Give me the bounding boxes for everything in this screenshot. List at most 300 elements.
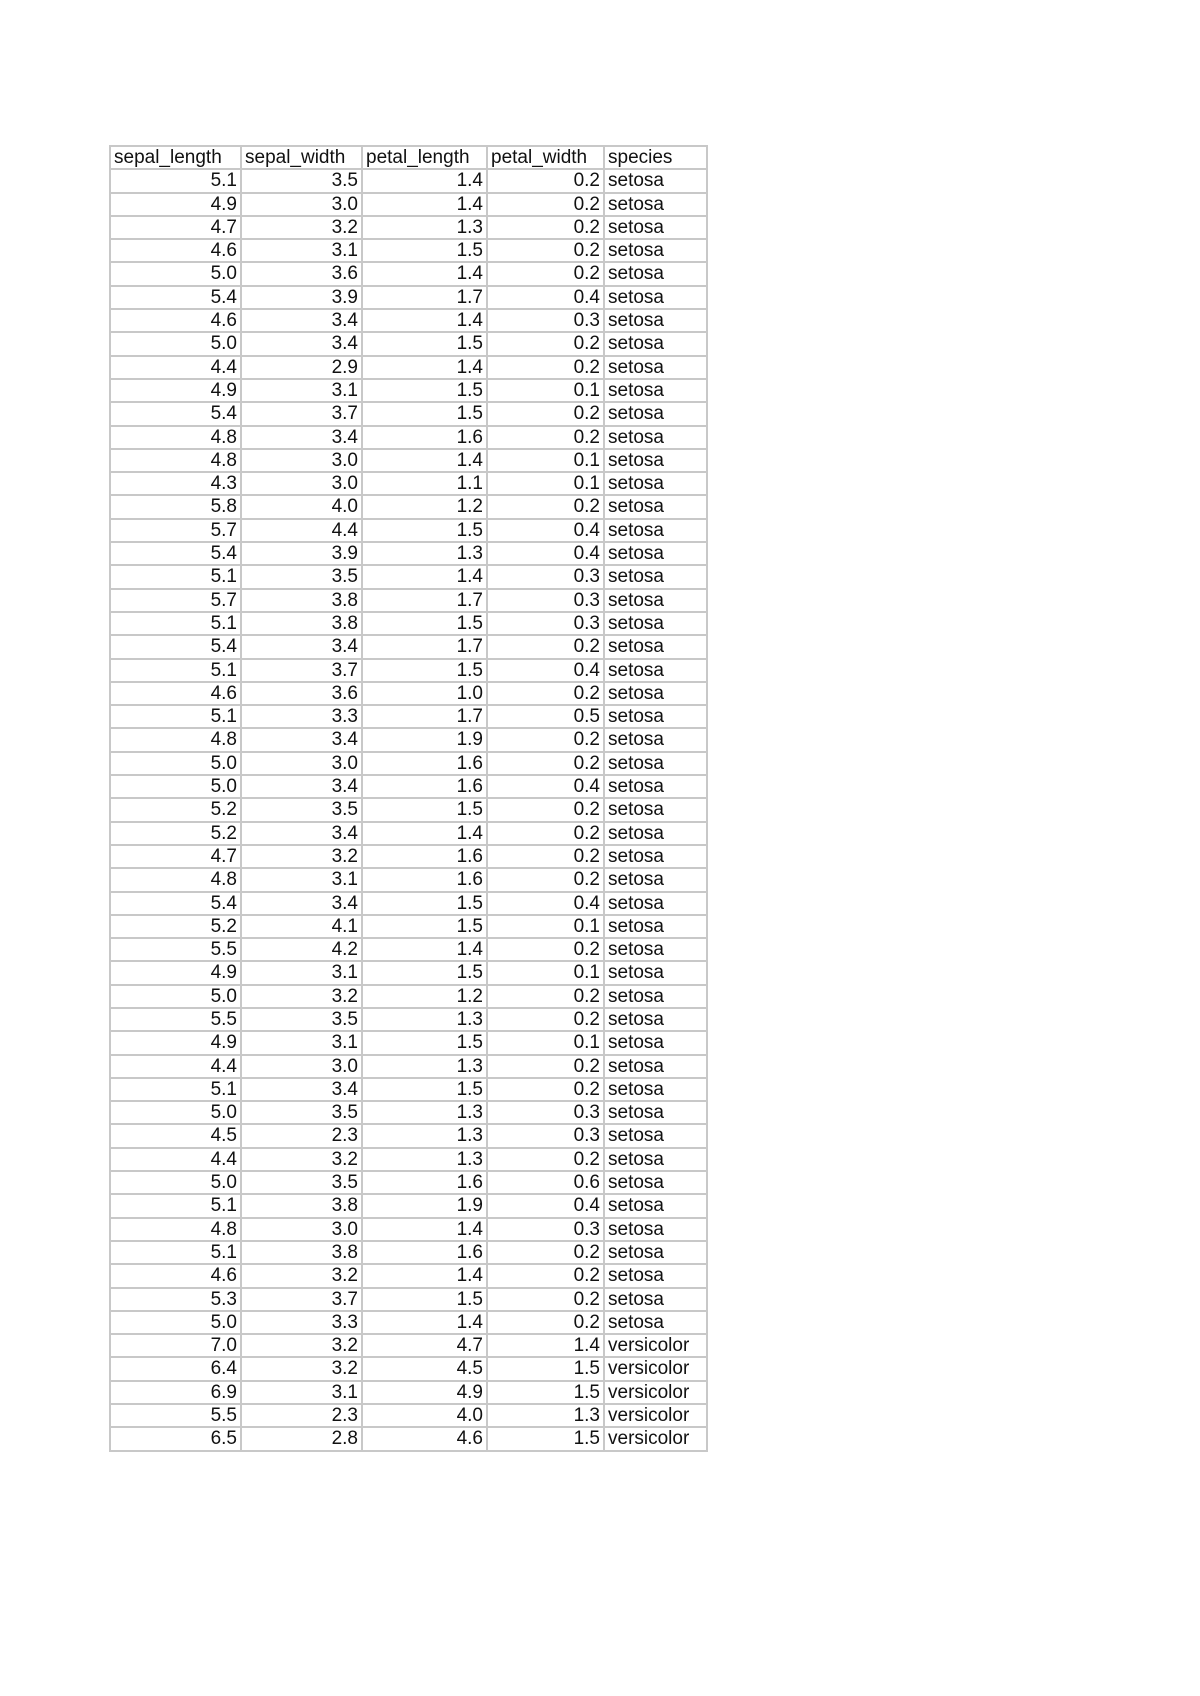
cell-petal-length: 1.7: [362, 635, 487, 658]
cell-sepal-length: 5.8: [110, 495, 241, 518]
table-row: [110, 892, 707, 915]
cell-species: setosa: [604, 635, 707, 658]
cell-sepal-length: 4.6: [110, 309, 241, 332]
table-row: [110, 449, 707, 472]
table-row: [110, 612, 707, 635]
cell-petal-width: 0.2: [487, 1288, 604, 1311]
table-row: [110, 216, 707, 239]
cell-species: setosa: [604, 449, 707, 472]
cell-petal-width: 0.1: [487, 449, 604, 472]
cell-sepal-width: 3.4: [241, 1078, 362, 1101]
cell-species: setosa: [604, 356, 707, 379]
table-row: [110, 1055, 707, 1078]
cell-petal-width: 0.4: [487, 542, 604, 565]
cell-species: setosa: [604, 752, 707, 775]
cell-sepal-length: 5.1: [110, 1241, 241, 1264]
cell-petal-width: 0.2: [487, 1311, 604, 1334]
cell-sepal-length: 5.0: [110, 775, 241, 798]
cell-petal-width: 0.2: [487, 752, 604, 775]
cell-sepal-width: 3.0: [241, 752, 362, 775]
cell-sepal-width: 3.3: [241, 1311, 362, 1334]
cell-sepal-width: 3.7: [241, 402, 362, 425]
cell-petal-width: 0.3: [487, 589, 604, 612]
table-row: [110, 1031, 707, 1054]
cell-sepal-width: 3.5: [241, 565, 362, 588]
cell-petal-width: 0.2: [487, 822, 604, 845]
cell-petal-width: 0.2: [487, 1148, 604, 1171]
cell-sepal-width: 3.7: [241, 659, 362, 682]
cell-petal-width: 0.1: [487, 1031, 604, 1054]
cell-petal-length: 1.9: [362, 728, 487, 751]
cell-sepal-length: 4.6: [110, 682, 241, 705]
table-row: [110, 682, 707, 705]
table-row: [110, 1381, 707, 1404]
table-row: [110, 1288, 707, 1311]
cell-petal-width: 0.1: [487, 379, 604, 402]
cell-sepal-width: 3.4: [241, 892, 362, 915]
table-row: [110, 1404, 707, 1427]
cell-petal-length: 1.5: [362, 379, 487, 402]
table-row: [110, 635, 707, 658]
cell-petal-width: 0.2: [487, 332, 604, 355]
cell-sepal-width: 3.5: [241, 1101, 362, 1124]
cell-petal-width: 0.3: [487, 1124, 604, 1147]
cell-sepal-length: 5.0: [110, 985, 241, 1008]
cell-petal-width: 0.1: [487, 472, 604, 495]
cell-sepal-width: 3.1: [241, 239, 362, 262]
table-row: [110, 845, 707, 868]
cell-species: setosa: [604, 728, 707, 751]
cell-sepal-length: 4.9: [110, 193, 241, 216]
table-row: [110, 1148, 707, 1171]
cell-species: setosa: [604, 519, 707, 542]
cell-sepal-length: 4.8: [110, 868, 241, 891]
cell-sepal-width: 3.8: [241, 612, 362, 635]
cell-sepal-length: 4.7: [110, 216, 241, 239]
cell-petal-width: 0.2: [487, 402, 604, 425]
cell-species: setosa: [604, 193, 707, 216]
cell-species: setosa: [604, 868, 707, 891]
cell-species: setosa: [604, 589, 707, 612]
cell-sepal-width: 3.4: [241, 426, 362, 449]
cell-species: versicolor: [604, 1427, 707, 1450]
cell-sepal-length: 5.0: [110, 332, 241, 355]
cell-sepal-length: 4.8: [110, 728, 241, 751]
cell-sepal-width: 3.2: [241, 985, 362, 1008]
cell-species: setosa: [604, 1031, 707, 1054]
table-row: [110, 239, 707, 262]
cell-petal-length: 4.0: [362, 1404, 487, 1427]
cell-species: setosa: [604, 705, 707, 728]
table-row: [110, 1334, 707, 1357]
cell-sepal-length: 4.4: [110, 1055, 241, 1078]
cell-sepal-length: 5.0: [110, 1311, 241, 1334]
spreadsheet-page: [109, 145, 708, 1452]
table-row: [110, 659, 707, 682]
cell-species: setosa: [604, 169, 707, 192]
cell-petal-length: 1.5: [362, 402, 487, 425]
cell-petal-length: 1.6: [362, 775, 487, 798]
cell-species: setosa: [604, 985, 707, 1008]
cell-species: setosa: [604, 682, 707, 705]
cell-sepal-length: 5.5: [110, 938, 241, 961]
table-row: [110, 472, 707, 495]
cell-petal-width: 0.6: [487, 1171, 604, 1194]
cell-species: setosa: [604, 938, 707, 961]
cell-sepal-length: 5.4: [110, 892, 241, 915]
table-row: [110, 589, 707, 612]
cell-petal-width: 0.2: [487, 1241, 604, 1264]
cell-petal-width: 1.5: [487, 1381, 604, 1404]
cell-species: versicolor: [604, 1334, 707, 1357]
cell-petal-length: 1.6: [362, 752, 487, 775]
cell-petal-length: 1.6: [362, 1241, 487, 1264]
cell-petal-width: 0.2: [487, 1078, 604, 1101]
cell-species: setosa: [604, 612, 707, 635]
cell-sepal-length: 5.2: [110, 798, 241, 821]
cell-sepal-width: 2.9: [241, 356, 362, 379]
cell-petal-width: 0.2: [487, 239, 604, 262]
cell-petal-width: 0.2: [487, 635, 604, 658]
cell-sepal-length: 5.4: [110, 286, 241, 309]
cell-sepal-width: 3.8: [241, 1194, 362, 1217]
cell-sepal-width: 4.4: [241, 519, 362, 542]
cell-sepal-width: 3.2: [241, 216, 362, 239]
cell-species: setosa: [604, 892, 707, 915]
cell-species: setosa: [604, 1101, 707, 1124]
cell-petal-length: 1.3: [362, 542, 487, 565]
cell-petal-length: 1.1: [362, 472, 487, 495]
cell-sepal-length: 4.4: [110, 1148, 241, 1171]
cell-petal-width: 0.4: [487, 659, 604, 682]
cell-petal-width: 0.2: [487, 1264, 604, 1287]
cell-petal-length: 1.5: [362, 239, 487, 262]
cell-species: setosa: [604, 1264, 707, 1287]
cell-species: setosa: [604, 472, 707, 495]
cell-sepal-width: 2.3: [241, 1404, 362, 1427]
cell-species: setosa: [604, 542, 707, 565]
cell-species: setosa: [604, 1218, 707, 1241]
table-row: [110, 356, 707, 379]
cell-species: setosa: [604, 565, 707, 588]
cell-petal-length: 1.4: [362, 169, 487, 192]
cell-petal-length: 1.5: [362, 519, 487, 542]
cell-petal-length: 1.4: [362, 262, 487, 285]
cell-petal-width: 1.5: [487, 1427, 604, 1450]
cell-petal-length: 1.6: [362, 426, 487, 449]
cell-sepal-length: 5.1: [110, 612, 241, 635]
cell-petal-length: 1.6: [362, 868, 487, 891]
cell-sepal-length: 5.1: [110, 1078, 241, 1101]
cell-sepal-length: 5.4: [110, 635, 241, 658]
cell-sepal-length: 5.1: [110, 1194, 241, 1217]
cell-sepal-length: 4.9: [110, 379, 241, 402]
cell-sepal-width: 3.2: [241, 1148, 362, 1171]
cell-petal-width: 0.2: [487, 798, 604, 821]
cell-sepal-length: 5.7: [110, 589, 241, 612]
cell-petal-width: 1.5: [487, 1357, 604, 1380]
cell-sepal-length: 6.4: [110, 1357, 241, 1380]
cell-sepal-length: 5.1: [110, 659, 241, 682]
cell-sepal-width: 3.6: [241, 262, 362, 285]
table-row: [110, 1194, 707, 1217]
table-row: [110, 519, 707, 542]
cell-sepal-length: 4.3: [110, 472, 241, 495]
cell-petal-width: 0.3: [487, 612, 604, 635]
cell-species: setosa: [604, 1008, 707, 1031]
cell-sepal-width: 3.5: [241, 798, 362, 821]
cell-sepal-length: 4.7: [110, 845, 241, 868]
cell-sepal-length: 5.0: [110, 1171, 241, 1194]
cell-species: versicolor: [604, 1381, 707, 1404]
cell-sepal-width: 3.4: [241, 822, 362, 845]
table-row: [110, 1311, 707, 1334]
cell-petal-length: 1.0: [362, 682, 487, 705]
column-header-petal-width: petal_width: [487, 146, 604, 169]
cell-sepal-width: 3.5: [241, 1171, 362, 1194]
table-row: [110, 1078, 707, 1101]
cell-petal-length: 1.4: [362, 822, 487, 845]
cell-petal-length: 1.4: [362, 356, 487, 379]
table-row: [110, 868, 707, 891]
cell-petal-length: 1.3: [362, 1008, 487, 1031]
cell-sepal-length: 5.5: [110, 1008, 241, 1031]
table-body: [110, 169, 707, 1450]
table-row: [110, 402, 707, 425]
cell-petal-length: 1.4: [362, 1311, 487, 1334]
iris-data-table: [109, 145, 708, 1452]
cell-sepal-length: 4.8: [110, 426, 241, 449]
cell-sepal-width: 3.8: [241, 1241, 362, 1264]
cell-species: setosa: [604, 1288, 707, 1311]
cell-sepal-width: 4.1: [241, 915, 362, 938]
table-row: [110, 193, 707, 216]
cell-sepal-length: 5.1: [110, 169, 241, 192]
cell-sepal-width: 3.0: [241, 193, 362, 216]
table-row: [110, 1218, 707, 1241]
cell-species: setosa: [604, 332, 707, 355]
cell-petal-width: 0.2: [487, 938, 604, 961]
cell-sepal-length: 6.9: [110, 1381, 241, 1404]
column-header-sepal-width: sepal_width: [241, 146, 362, 169]
cell-petal-length: 4.9: [362, 1381, 487, 1404]
cell-petal-width: 0.2: [487, 193, 604, 216]
table-row: [110, 705, 707, 728]
cell-sepal-width: 3.2: [241, 1264, 362, 1287]
cell-sepal-width: 3.4: [241, 332, 362, 355]
column-header-sepal-length: sepal_length: [110, 146, 241, 169]
cell-petal-width: 0.5: [487, 705, 604, 728]
cell-petal-length: 1.4: [362, 449, 487, 472]
cell-sepal-length: 5.4: [110, 402, 241, 425]
cell-sepal-width: 3.1: [241, 379, 362, 402]
cell-species: setosa: [604, 915, 707, 938]
cell-sepal-width: 3.3: [241, 705, 362, 728]
cell-sepal-width: 3.1: [241, 868, 362, 891]
cell-petal-length: 1.4: [362, 193, 487, 216]
cell-sepal-length: 5.2: [110, 915, 241, 938]
table-row: [110, 961, 707, 984]
cell-petal-width: 0.2: [487, 682, 604, 705]
cell-sepal-length: 4.6: [110, 239, 241, 262]
cell-sepal-width: 3.9: [241, 542, 362, 565]
table-row: [110, 1171, 707, 1194]
cell-petal-length: 4.6: [362, 1427, 487, 1450]
cell-petal-length: 1.7: [362, 705, 487, 728]
cell-sepal-width: 2.3: [241, 1124, 362, 1147]
cell-sepal-length: 4.9: [110, 1031, 241, 1054]
table-row: [110, 262, 707, 285]
cell-species: setosa: [604, 402, 707, 425]
cell-petal-width: 0.2: [487, 868, 604, 891]
cell-petal-length: 1.7: [362, 286, 487, 309]
table-row: [110, 495, 707, 518]
cell-petal-length: 1.5: [362, 612, 487, 635]
cell-petal-length: 1.5: [362, 961, 487, 984]
cell-petal-length: 1.5: [362, 1031, 487, 1054]
table-row: [110, 752, 707, 775]
cell-petal-width: 0.2: [487, 262, 604, 285]
cell-petal-width: 0.1: [487, 961, 604, 984]
cell-petal-width: 0.4: [487, 286, 604, 309]
cell-petal-length: 1.6: [362, 1171, 487, 1194]
cell-sepal-width: 3.1: [241, 1381, 362, 1404]
cell-sepal-width: 3.0: [241, 1218, 362, 1241]
cell-species: setosa: [604, 216, 707, 239]
cell-species: setosa: [604, 775, 707, 798]
cell-sepal-width: 3.6: [241, 682, 362, 705]
table-row: [110, 309, 707, 332]
cell-petal-length: 1.5: [362, 659, 487, 682]
cell-petal-width: 0.4: [487, 892, 604, 915]
cell-sepal-width: 3.5: [241, 169, 362, 192]
cell-petal-width: 0.2: [487, 495, 604, 518]
cell-petal-width: 0.3: [487, 565, 604, 588]
cell-sepal-length: 5.1: [110, 705, 241, 728]
cell-petal-width: 0.2: [487, 356, 604, 379]
table-row: [110, 1357, 707, 1380]
table-row: [110, 1008, 707, 1031]
header-row: [110, 146, 707, 169]
table-row: [110, 915, 707, 938]
cell-sepal-width: 4.0: [241, 495, 362, 518]
cell-petal-length: 1.2: [362, 495, 487, 518]
table-row: [110, 332, 707, 355]
cell-species: setosa: [604, 1124, 707, 1147]
cell-species: setosa: [604, 1194, 707, 1217]
table-row: [110, 1101, 707, 1124]
cell-sepal-width: 3.4: [241, 775, 362, 798]
cell-sepal-width: 3.5: [241, 1008, 362, 1031]
cell-sepal-width: 3.0: [241, 1055, 362, 1078]
table-row: [110, 169, 707, 192]
cell-sepal-length: 4.6: [110, 1264, 241, 1287]
cell-petal-length: 4.5: [362, 1357, 487, 1380]
cell-species: setosa: [604, 286, 707, 309]
cell-petal-length: 1.5: [362, 798, 487, 821]
table-row: [110, 1264, 707, 1287]
cell-petal-width: 0.3: [487, 1218, 604, 1241]
cell-petal-width: 0.2: [487, 1008, 604, 1031]
cell-sepal-length: 5.2: [110, 822, 241, 845]
cell-petal-width: 0.4: [487, 519, 604, 542]
cell-sepal-width: 3.4: [241, 728, 362, 751]
cell-species: setosa: [604, 1241, 707, 1264]
cell-petal-length: 1.3: [362, 1101, 487, 1124]
cell-species: versicolor: [604, 1357, 707, 1380]
cell-petal-length: 4.7: [362, 1334, 487, 1357]
cell-petal-width: 0.2: [487, 216, 604, 239]
cell-petal-width: 0.2: [487, 845, 604, 868]
cell-sepal-length: 7.0: [110, 1334, 241, 1357]
cell-petal-width: 0.4: [487, 1194, 604, 1217]
cell-sepal-width: 3.8: [241, 589, 362, 612]
cell-species: setosa: [604, 822, 707, 845]
cell-sepal-width: 3.2: [241, 1334, 362, 1357]
table-row: [110, 798, 707, 821]
cell-petal-length: 1.5: [362, 1078, 487, 1101]
cell-species: setosa: [604, 309, 707, 332]
table-row: [110, 426, 707, 449]
cell-petal-length: 1.4: [362, 938, 487, 961]
table-row: [110, 822, 707, 845]
cell-petal-length: 1.5: [362, 892, 487, 915]
table-row: [110, 728, 707, 751]
column-header-petal-length: petal_length: [362, 146, 487, 169]
cell-sepal-length: 5.0: [110, 752, 241, 775]
cell-petal-length: 1.5: [362, 1288, 487, 1311]
cell-petal-width: 0.4: [487, 775, 604, 798]
cell-petal-length: 1.3: [362, 1055, 487, 1078]
cell-sepal-length: 4.9: [110, 961, 241, 984]
table-row: [110, 565, 707, 588]
cell-sepal-length: 4.8: [110, 449, 241, 472]
column-header-species: species: [604, 146, 707, 169]
cell-petal-width: 0.2: [487, 169, 604, 192]
cell-sepal-width: 3.0: [241, 472, 362, 495]
cell-species: setosa: [604, 495, 707, 518]
cell-petal-width: 0.2: [487, 426, 604, 449]
table-row: [110, 775, 707, 798]
cell-sepal-width: 3.4: [241, 309, 362, 332]
table-row: [110, 1241, 707, 1264]
cell-species: setosa: [604, 798, 707, 821]
cell-species: setosa: [604, 659, 707, 682]
cell-sepal-width: 3.0: [241, 449, 362, 472]
cell-species: setosa: [604, 262, 707, 285]
cell-petal-width: 0.2: [487, 1055, 604, 1078]
cell-sepal-width: 3.2: [241, 1357, 362, 1380]
cell-sepal-length: 5.5: [110, 1404, 241, 1427]
cell-sepal-width: 3.7: [241, 1288, 362, 1311]
cell-sepal-length: 4.5: [110, 1124, 241, 1147]
cell-petal-width: 0.2: [487, 985, 604, 1008]
cell-sepal-width: 3.1: [241, 1031, 362, 1054]
cell-sepal-width: 4.2: [241, 938, 362, 961]
cell-petal-length: 1.3: [362, 1148, 487, 1171]
cell-sepal-length: 4.8: [110, 1218, 241, 1241]
cell-petal-length: 1.4: [362, 309, 487, 332]
cell-petal-length: 1.4: [362, 1264, 487, 1287]
cell-petal-width: 0.1: [487, 915, 604, 938]
cell-species: setosa: [604, 426, 707, 449]
cell-species: setosa: [604, 1055, 707, 1078]
table-row: [110, 542, 707, 565]
cell-petal-length: 1.5: [362, 915, 487, 938]
cell-sepal-length: 6.5: [110, 1427, 241, 1450]
cell-petal-length: 1.9: [362, 1194, 487, 1217]
cell-sepal-length: 4.4: [110, 356, 241, 379]
